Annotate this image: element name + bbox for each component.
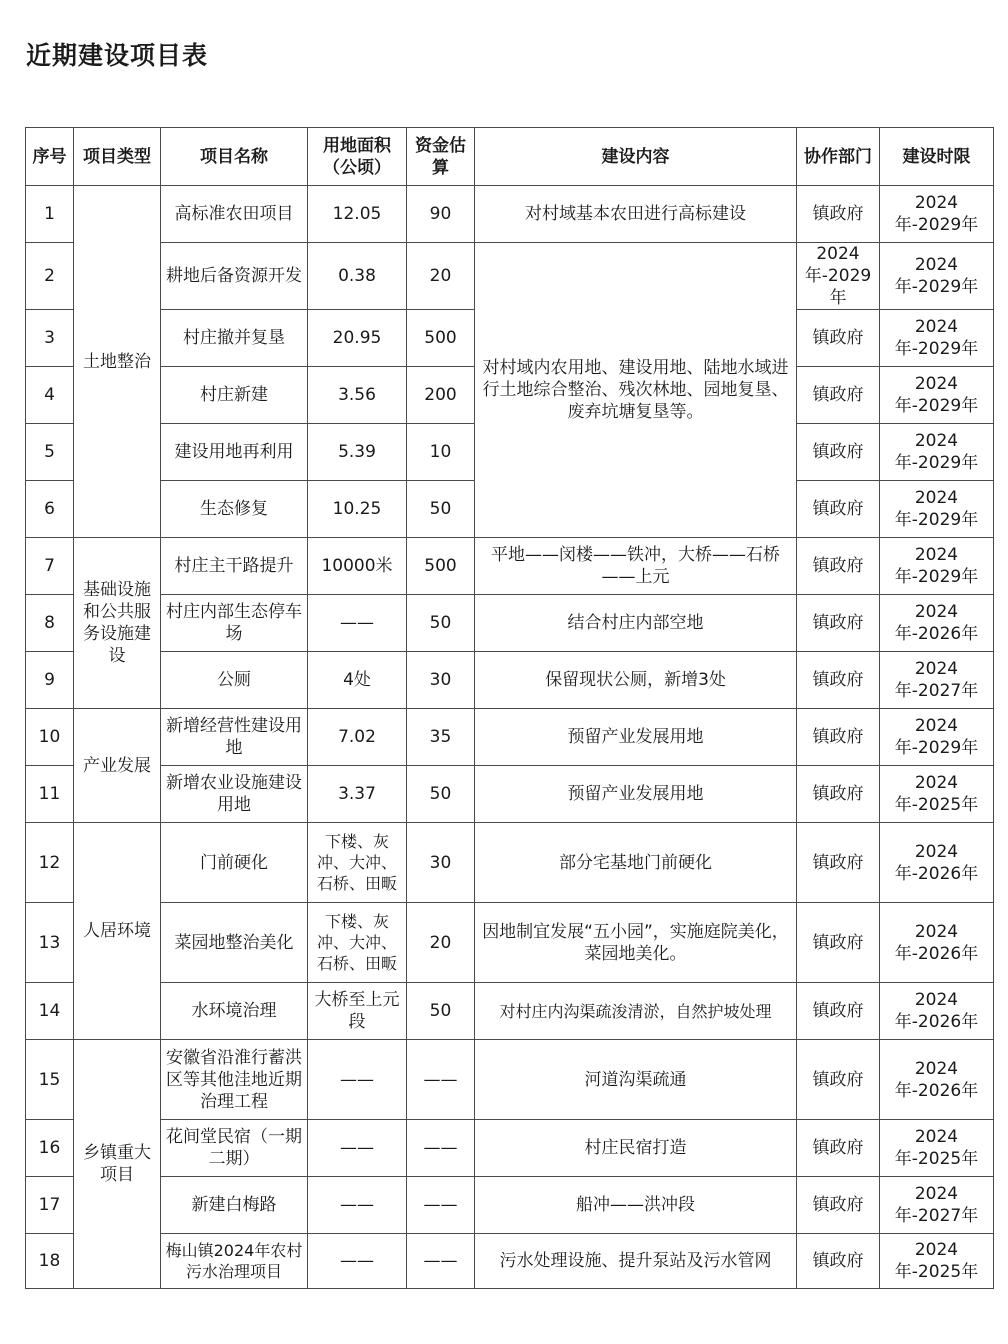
cell-fund: —— [407, 1234, 475, 1289]
table-header-row [26, 128, 994, 186]
cell-dept: 镇政府 [797, 1177, 880, 1234]
cell-period: 2024年-2029年 [880, 424, 994, 481]
cell-period: 2024年-2025年 [880, 766, 994, 823]
cell-dept: 镇政府 [797, 424, 880, 481]
cell-dept: 镇政府 [797, 903, 880, 983]
table-row [26, 652, 994, 709]
cell-type: 土地整治 [74, 186, 161, 538]
cell-period: 2024年-2026年 [880, 823, 994, 903]
cell-area: —— [308, 595, 407, 652]
cell-name: 村庄撤并复垦 [161, 310, 308, 367]
table-row [26, 595, 994, 652]
cell-dept: 镇政府 [797, 983, 880, 1040]
cell-name: 村庄内部生态停车场 [161, 595, 308, 652]
cell-content: 河道沟渠疏通 [475, 1040, 797, 1120]
cell-content: 对村庄内沟渠疏浚清淤，自然护坡处理 [475, 983, 797, 1040]
cell-name: 耕地后备资源开发 [161, 243, 308, 310]
cell-content: 村庄民宿打造 [475, 1120, 797, 1177]
cell-period: 2024年-2026年 [880, 903, 994, 983]
cell-dept: 镇政府 [797, 186, 880, 243]
cell-name: 生态修复 [161, 481, 308, 538]
cell-dept: 2024年-2029年 [797, 243, 880, 310]
cell-name: 村庄主干路提升 [161, 538, 308, 595]
cell-area: 10.25 [308, 481, 407, 538]
cell-period: 2024年-2027年 [880, 652, 994, 709]
table-row [26, 766, 994, 823]
cell-fund: 500 [407, 538, 475, 595]
cell-fund: 30 [407, 823, 475, 903]
cell-area: 7.02 [308, 709, 407, 766]
cell-content: 部分宅基地门前硬化 [475, 823, 797, 903]
cell-fund: —— [407, 1040, 475, 1120]
table-row [26, 903, 994, 983]
cell-fund: 50 [407, 766, 475, 823]
header-period: 建设时限 [880, 128, 994, 186]
cell-no: 12 [26, 823, 74, 903]
cell-name: 菜园地整治美化 [161, 903, 308, 983]
cell-period: 2024年-2025年 [880, 1120, 994, 1177]
cell-area: 10000米 [308, 538, 407, 595]
cell-period: 2024年-2029年 [880, 709, 994, 766]
cell-dept: 镇政府 [797, 766, 880, 823]
cell-area: —— [308, 1040, 407, 1120]
cell-dept: 镇政府 [797, 595, 880, 652]
cell-period: 2024年-2027年 [880, 1177, 994, 1234]
table-row [26, 709, 994, 766]
cell-no: 10 [26, 709, 74, 766]
cell-content: 保留现状公厕，新增3处 [475, 652, 797, 709]
cell-dept: 镇政府 [797, 481, 880, 538]
cell-no: 6 [26, 481, 74, 538]
cell-name: 新增农业设施建设用地 [161, 766, 308, 823]
cell-name: 新增经营性建设用地 [161, 709, 308, 766]
cell-area: 下楼、灰冲、大冲、石桥、田畈 [308, 903, 407, 983]
cell-no: 18 [26, 1234, 74, 1289]
cell-dept: 镇政府 [797, 538, 880, 595]
cell-no: 2 [26, 243, 74, 310]
cell-dept: 镇政府 [797, 310, 880, 367]
cell-area: 0.38 [308, 243, 407, 310]
cell-fund: 50 [407, 983, 475, 1040]
cell-no: 7 [26, 538, 74, 595]
cell-no: 3 [26, 310, 74, 367]
table-row [26, 1234, 994, 1289]
cell-name: 花间堂民宿（一期二期） [161, 1120, 308, 1177]
cell-period: 2024年-2029年 [880, 367, 994, 424]
cell-no: 15 [26, 1040, 74, 1120]
cell-fund: 20 [407, 243, 475, 310]
cell-dept: 镇政府 [797, 709, 880, 766]
cell-area: —— [308, 1120, 407, 1177]
cell-period: 2024年-2029年 [880, 243, 994, 310]
header-dept: 协作部门 [797, 128, 880, 186]
cell-name: 建设用地再利用 [161, 424, 308, 481]
cell-type: 人居环境 [74, 823, 161, 1040]
cell-type: 基础设施和公共服务设施建设 [74, 538, 161, 709]
cell-dept: 镇政府 [797, 823, 880, 903]
cell-content: 预留产业发展用地 [475, 766, 797, 823]
cell-name: 高标准农田项目 [161, 186, 308, 243]
table-row [26, 243, 994, 310]
table-row [26, 538, 994, 595]
cell-period: 2024年-2026年 [880, 983, 994, 1040]
header-area: 用地面积（公顷） [308, 128, 407, 186]
cell-no: 8 [26, 595, 74, 652]
cell-name: 村庄新建 [161, 367, 308, 424]
cell-content: 船冲——洪冲段 [475, 1177, 797, 1234]
cell-name: 公厕 [161, 652, 308, 709]
cell-period: 2024年-2026年 [880, 1040, 994, 1120]
cell-no: 4 [26, 367, 74, 424]
cell-content: 对村域基本农田进行高标建设 [475, 186, 797, 243]
cell-no: 16 [26, 1120, 74, 1177]
cell-fund: 90 [407, 186, 475, 243]
cell-name: 门前硬化 [161, 823, 308, 903]
cell-fund: 50 [407, 481, 475, 538]
cell-period: 2024年-2029年 [880, 538, 994, 595]
table-row [26, 823, 994, 903]
cell-type: 乡镇重大项目 [74, 1040, 161, 1289]
cell-content: 预留产业发展用地 [475, 709, 797, 766]
cell-dept: 镇政府 [797, 1120, 880, 1177]
cell-fund: 35 [407, 709, 475, 766]
project-table [25, 127, 994, 1289]
cell-name: 新建白梅路 [161, 1177, 308, 1234]
cell-area: 大桥至上元段 [308, 983, 407, 1040]
cell-dept: 镇政府 [797, 1234, 880, 1289]
cell-fund: —— [407, 1177, 475, 1234]
table-row [26, 1040, 994, 1120]
cell-dept: 镇政府 [797, 652, 880, 709]
cell-area: 12.05 [308, 186, 407, 243]
cell-area: 20.95 [308, 310, 407, 367]
header-content: 建设内容 [475, 128, 797, 186]
cell-type: 产业发展 [74, 709, 161, 823]
cell-no: 13 [26, 903, 74, 983]
cell-period: 2024年-2029年 [880, 186, 994, 243]
table-row [26, 1177, 994, 1234]
cell-no: 9 [26, 652, 74, 709]
cell-fund: 500 [407, 310, 475, 367]
header-fund: 资金估算 [407, 128, 475, 186]
cell-area: —— [308, 1177, 407, 1234]
cell-name: 安徽省沿淮行蓄洪区等其他洼地近期治理工程 [161, 1040, 308, 1120]
cell-dept: 镇政府 [797, 367, 880, 424]
table-row [26, 186, 994, 243]
table-row [26, 983, 994, 1040]
cell-fund: 20 [407, 903, 475, 983]
cell-no: 5 [26, 424, 74, 481]
cell-period: 2024年-2025年 [880, 1234, 994, 1289]
cell-fund: —— [407, 1120, 475, 1177]
cell-no: 17 [26, 1177, 74, 1234]
cell-period: 2024年-2029年 [880, 481, 994, 538]
cell-content: 平地——闵楼——铁冲，大桥——石桥——上元 [475, 538, 797, 595]
cell-area: —— [308, 1234, 407, 1289]
cell-fund: 10 [407, 424, 475, 481]
cell-name: 水环境治理 [161, 983, 308, 1040]
cell-period: 2024年-2029年 [880, 310, 994, 367]
cell-dept: 镇政府 [797, 1040, 880, 1120]
cell-period: 2024年-2026年 [880, 595, 994, 652]
cell-area: 下楼、灰冲、大冲、石桥、田畈 [308, 823, 407, 903]
cell-content-merged: 对村域内农用地、建设用地、陆地水域进行土地综合整治、残次林地、园地复垦、废弃坑塘复垦等。 [475, 243, 797, 538]
header-type: 项目类型 [74, 128, 161, 186]
cell-no: 14 [26, 983, 74, 1040]
cell-content: 结合村庄内部空地 [475, 595, 797, 652]
cell-area: 3.56 [308, 367, 407, 424]
cell-no: 11 [26, 766, 74, 823]
cell-content: 因地制宜发展“五小园”，实施庭院美化，菜园地美化。 [475, 903, 797, 983]
cell-fund: 50 [407, 595, 475, 652]
cell-fund: 200 [407, 367, 475, 424]
cell-area: 5.39 [308, 424, 407, 481]
cell-area: 4处 [308, 652, 407, 709]
header-name: 项目名称 [161, 128, 308, 186]
cell-no: 1 [26, 186, 74, 243]
page-title: 近期建设项目表 [26, 41, 209, 70]
cell-fund: 30 [407, 652, 475, 709]
header-no: 序号 [26, 128, 74, 186]
cell-name: 梅山镇2024年农村污水治理项目 [161, 1234, 308, 1289]
table-row [26, 1120, 994, 1177]
cell-content: 污水处理设施、提升泵站及污水管网 [475, 1234, 797, 1289]
cell-area: 3.37 [308, 766, 407, 823]
